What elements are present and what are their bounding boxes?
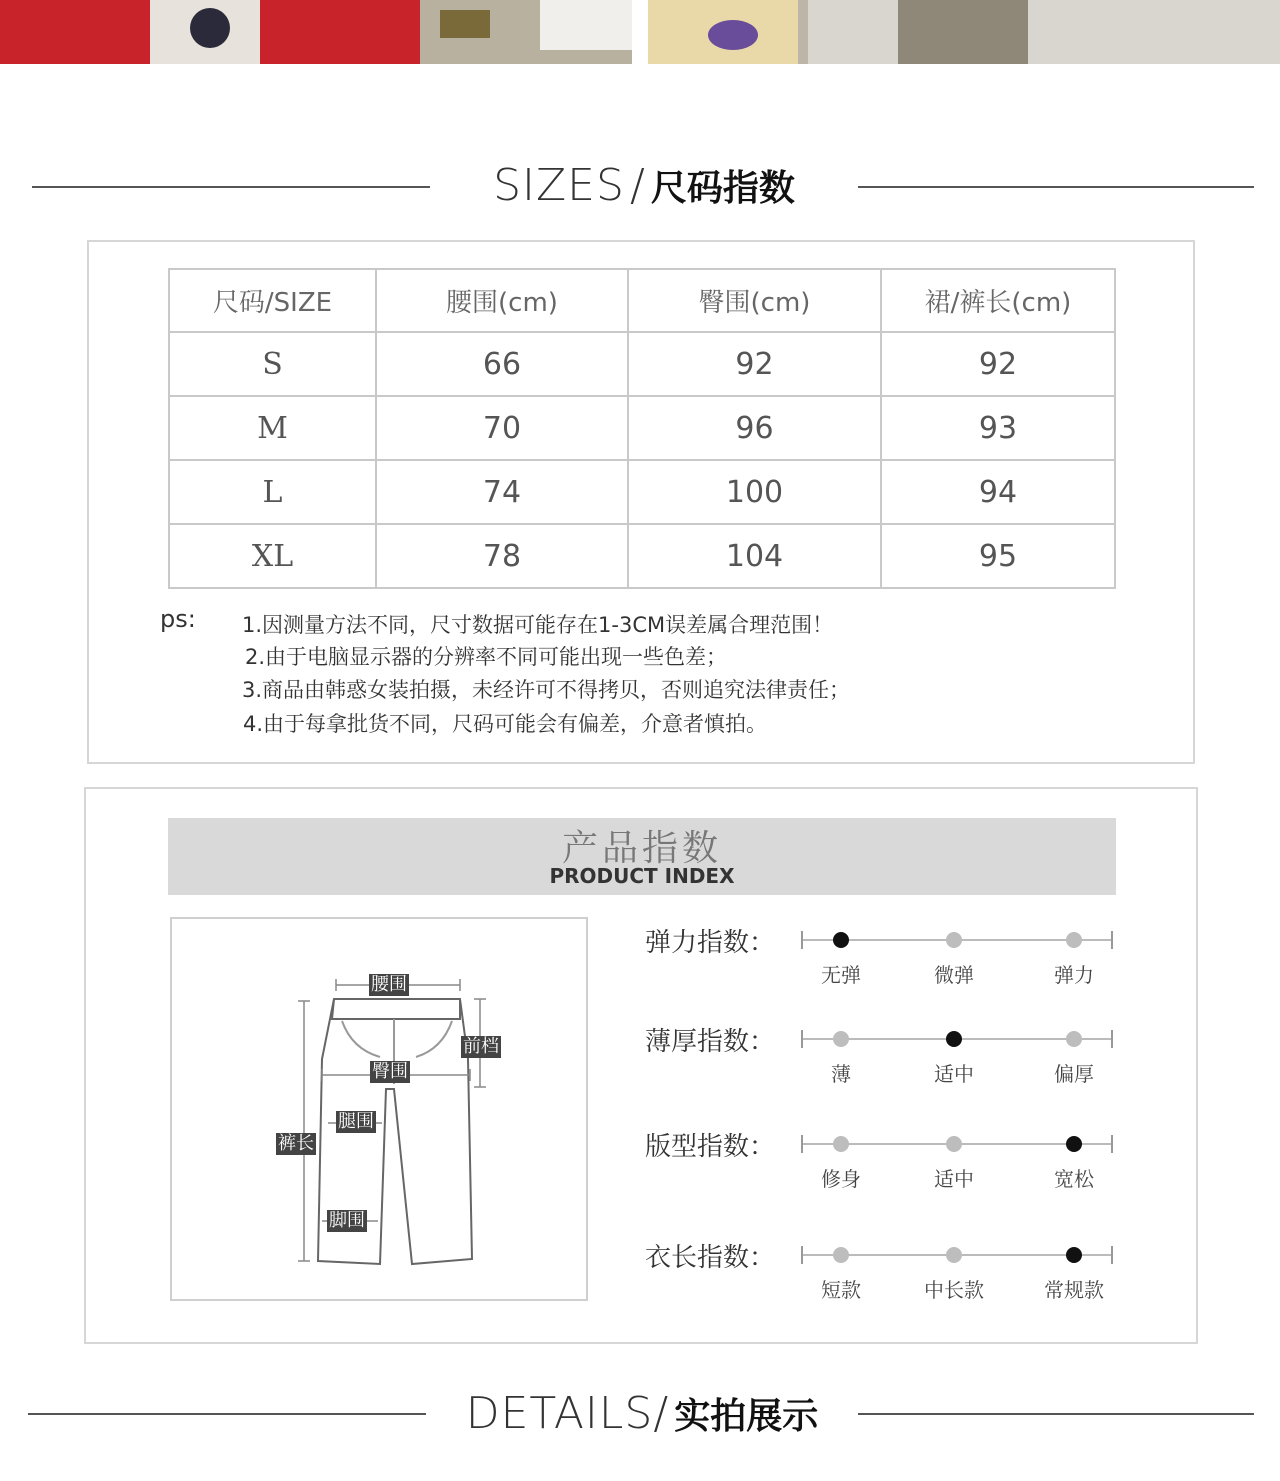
table-row (169, 524, 1115, 588)
header-size: 尺码/SIZE (169, 269, 376, 332)
index-option-label: 常规款 (1044, 1278, 1104, 1302)
table-row (169, 460, 1115, 524)
note-item: 2.由于电脑显示器的分辨率不同可能出现一些色差； (245, 645, 728, 669)
index-scale-tick (1111, 1246, 1113, 1264)
index-option-label: 适中 (934, 1062, 974, 1086)
details-heading-line-right (858, 1413, 1254, 1415)
index-option-label: 薄 (831, 1062, 851, 1086)
sizes-heading-line-right (858, 186, 1254, 188)
size-cell: M (169, 396, 376, 460)
index-dot-selected (833, 932, 849, 948)
label-waist: 腰围 (371, 974, 407, 995)
hip-cell: 96 (628, 396, 881, 460)
index-dot-selected (1066, 1136, 1082, 1152)
hip-cell: 92 (628, 332, 881, 396)
hip-cell: 104 (628, 524, 881, 588)
label-thigh: 腿围 (338, 1111, 374, 1132)
notes-label: ps: (160, 605, 196, 633)
index-option-label: 适中 (934, 1167, 974, 1191)
index-scale-tick (1111, 1135, 1113, 1153)
size-cell: XL (169, 524, 376, 588)
hip-cell: 100 (628, 460, 881, 524)
index-option-label: 修身 (821, 1167, 861, 1191)
label-front-rise: 前档 (463, 1036, 499, 1057)
length-cell: 95 (881, 524, 1115, 588)
index-dot (946, 932, 962, 948)
sizes-heading (440, 160, 848, 211)
index-scale-tick (801, 931, 803, 949)
sizes-heading-line-left (32, 186, 430, 188)
index-scale-tick (801, 1246, 803, 1264)
details-heading-en: DETAILS (465, 1388, 654, 1439)
index-option-label: 宽松 (1054, 1167, 1094, 1191)
sizes-heading-en: SIZES (493, 160, 625, 211)
product-photo-right (648, 0, 1280, 64)
header-hip: 臀围(cm) (628, 269, 881, 332)
header-waist: 腰围(cm) (376, 269, 628, 332)
index-dot (946, 1136, 962, 1152)
index-scale-tick (801, 1030, 803, 1048)
product-photo-left (0, 0, 632, 64)
details-heading (436, 1388, 848, 1439)
index-option-label: 短款 (821, 1278, 861, 1302)
index-option-label: 弹力 (1054, 963, 1094, 987)
pants-diagram (170, 917, 588, 1301)
size-table-header-row (169, 269, 1115, 332)
product-index-banner (168, 818, 1116, 895)
details-heading-sep: / (653, 1388, 670, 1439)
details-heading-line-left (28, 1413, 426, 1415)
size-cell: L (169, 460, 376, 524)
label-hem: 脚围 (329, 1210, 365, 1231)
index-dot-selected (946, 1031, 962, 1047)
index-dot (833, 1031, 849, 1047)
sizes-heading-cn: 尺码指数 (650, 168, 795, 209)
waist-cell: 78 (376, 524, 628, 588)
index-scale-tick (1111, 931, 1113, 949)
index-dot (833, 1136, 849, 1152)
index-scale-tick (801, 1135, 803, 1153)
index-option-label: 偏厚 (1054, 1062, 1094, 1086)
index-dot-selected (1066, 1247, 1082, 1263)
note-item: 4.由于每拿批货不同，尺码可能会有偏差，介意者慎拍。 (243, 712, 768, 736)
product-index-title: 产品指数 (561, 828, 722, 869)
index-row-label: 薄厚指数： (645, 1027, 776, 1057)
table-row (169, 396, 1115, 460)
index-option-label: 微弹 (934, 963, 974, 987)
size-table (168, 268, 1116, 589)
index-row-label: 弹力指数： (645, 928, 776, 958)
waist-cell: 70 (376, 396, 628, 460)
label-length: 裤长 (278, 1133, 314, 1154)
size-cell: S (169, 332, 376, 396)
waist-cell: 66 (376, 332, 628, 396)
index-dot (1066, 932, 1082, 948)
index-row-label: 衣长指数： (645, 1243, 776, 1273)
index-dot (1066, 1031, 1082, 1047)
index-dot (946, 1247, 962, 1263)
details-heading-cn: 实拍展示 (674, 1396, 819, 1437)
label-hip: 臀围 (372, 1061, 408, 1082)
length-cell: 94 (881, 460, 1115, 524)
index-scale-tick (1111, 1030, 1113, 1048)
header-length: 裙/裤长(cm) (881, 269, 1115, 332)
index-option-label: 中长款 (924, 1278, 984, 1302)
length-cell: 93 (881, 396, 1115, 460)
length-cell: 92 (881, 332, 1115, 396)
index-dot (833, 1247, 849, 1263)
table-row (169, 332, 1115, 396)
note-item: 1.因测量方法不同，尺寸数据可能存在1-3CM误差属合理范围！ (242, 613, 834, 637)
waist-cell: 74 (376, 460, 628, 524)
note-item: 3.商品由韩惑女装拍摄，未经许可不得拷贝，否则追究法律责任； (242, 678, 851, 702)
index-option-label: 无弹 (821, 963, 861, 987)
product-index-subtitle: PRODUCT INDEX (549, 864, 735, 888)
index-row-label: 版型指数： (645, 1132, 776, 1162)
sizes-heading-sep: / (629, 160, 646, 211)
